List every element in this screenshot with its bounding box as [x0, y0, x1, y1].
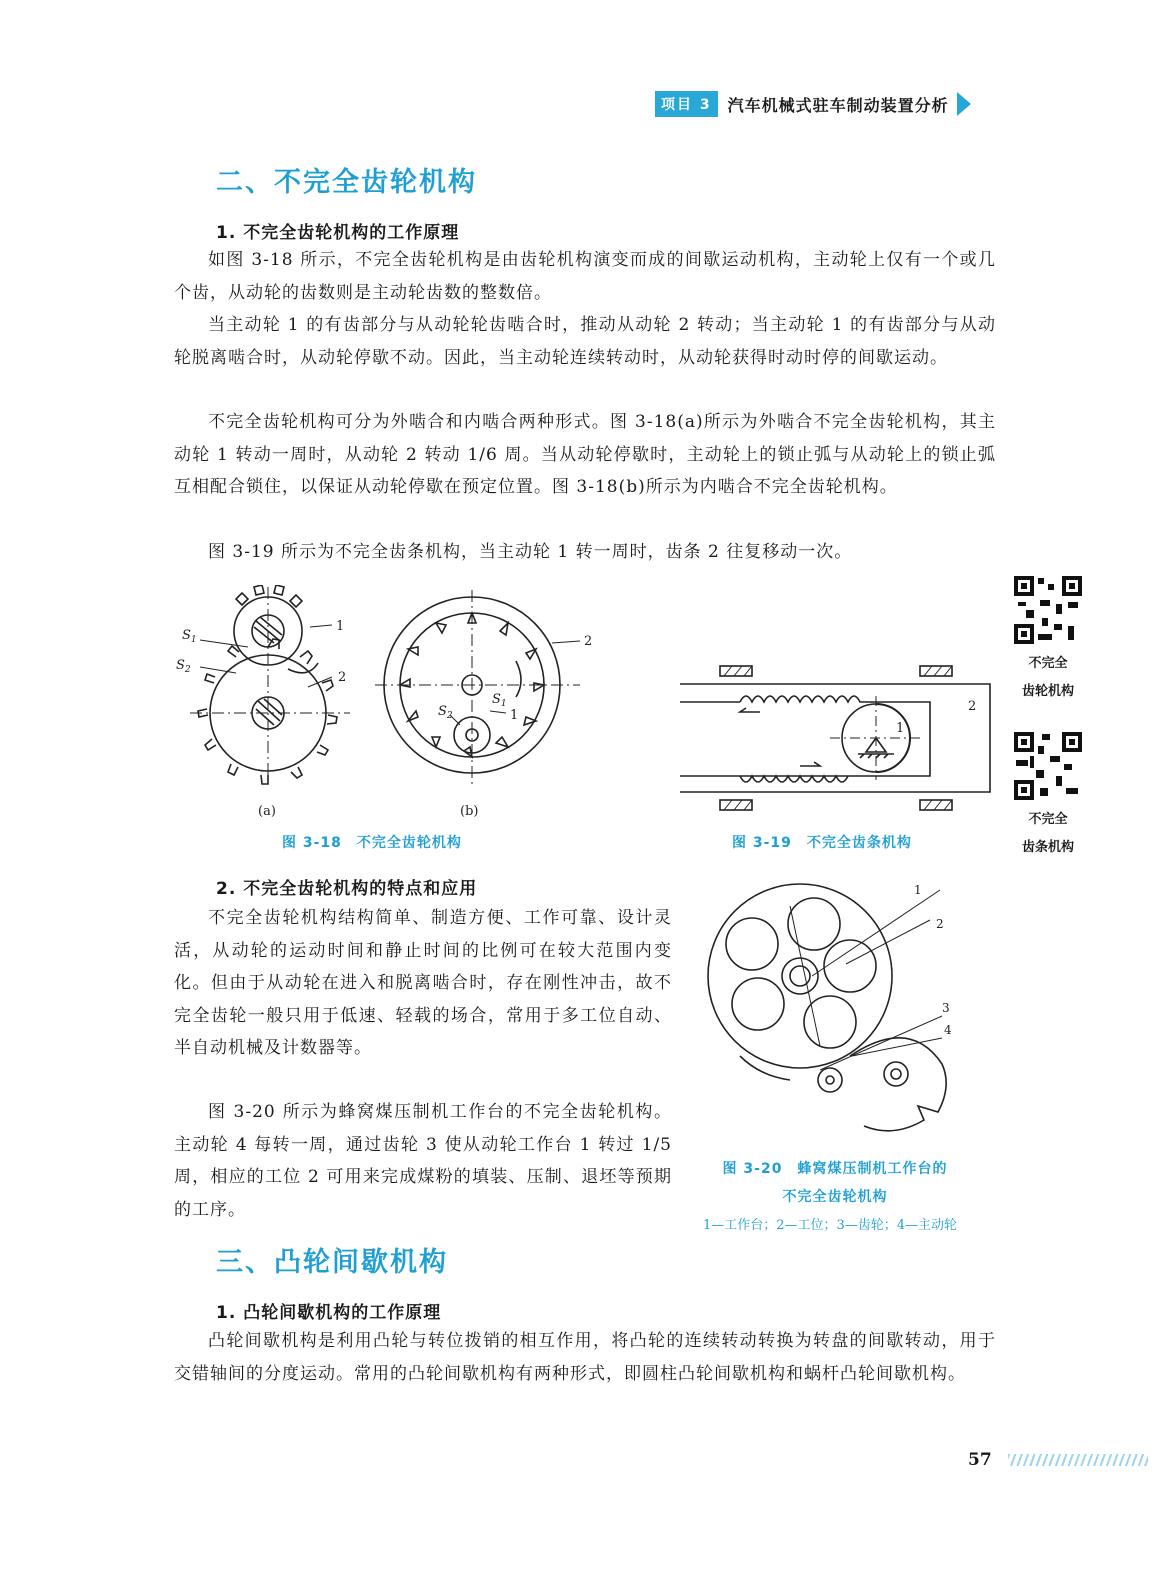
fig318b-label-2: 2 — [584, 634, 593, 649]
fig320-driver-shaft — [884, 1062, 908, 1086]
fig318a-sublabel: (a) — [258, 804, 276, 819]
fig320-small-hub — [826, 1076, 834, 1084]
fig320-stations — [726, 898, 876, 1048]
fig320-legend: 1—工作台；2—工位；3—齿轮；4—主动轮 — [702, 1218, 958, 1233]
fig318b-label-1: 1 — [510, 708, 519, 723]
section2-p4: 图 3-19 所示为不完全齿条机构，当主动轮 1 转一周时，齿条 2 往复移动一次。 — [208, 542, 853, 562]
project-tag: 项目 3 — [655, 91, 718, 117]
header-arrow-icon — [957, 92, 971, 116]
qr-caption-rack-line1: 不完全 — [1028, 812, 1068, 827]
qr-caption-gear-line1: 不完全 — [1028, 656, 1068, 671]
fig318a-driven-hatch — [256, 699, 282, 725]
section2-sub2-p1: 不完全齿轮机构结构简单、制造方便、工作可靠、设计灵活，从动轮的运动时间和静止时间的比例可在较大范围内变化。但由于从动轮在进入和脱离啮合时，存在刚性冲击，故不完全齿轮一般只用于低速、轻载的场合，常用于多工位自动、半自动机械及计数器等。 — [174, 908, 672, 1058]
fig318b-sublabel: (b) — [460, 804, 479, 819]
qr-caption-rack-line2: 齿条机构 — [1021, 840, 1074, 855]
fig319-centerlines — [830, 696, 920, 780]
fig318a-driver-teeth — [236, 585, 302, 607]
qr-caption-gear — [1008, 650, 1088, 706]
fig318b-centerlines — [375, 590, 580, 785]
qr-code-gear[interactable] — [1012, 574, 1084, 646]
qr-caption-rack — [1008, 806, 1088, 862]
fig318a-label-s2: $S_2$ — [176, 658, 191, 675]
fig320-small-gear — [818, 1068, 842, 1092]
page-number: 57 — [968, 1450, 992, 1470]
qr-caption-gear-line2: 齿轮机构 — [1021, 684, 1074, 699]
section3-p1: 凸轮间歇机构是利用凸轮与转位拨销的相互作用，将凸轮的连续转动转换为转盘的间歇转动，用于交错轴间的分度运动。常用的凸轮间歇机构有两种形式，即圆柱凸轮间歇机构和蜗杆凸轮间歇机构。 — [174, 1331, 996, 1384]
section2-p3: 不完全齿轮机构可分为外啮合和内啮合两种形式。图 3-18(a)所示为外啮合不完全齿轮机构，其主动轮 1 转动一周时，从动轮 2 转动 1/6 周。当从动轮停歇时，主动轮上的锁止弧与从动轮上的锁止弧互相配合锁住，以保证从动轮停歇在预定位置。图 3-18(b)所示为内啮合不完全齿轮机构。 — [174, 412, 996, 497]
fig318a-label-s1: $S_1$ — [182, 628, 197, 645]
fig320-caption-line2: 不完全齿轮机构 — [782, 1189, 888, 1205]
fig318a-arrow — [288, 663, 318, 673]
fig319-caption: 图 3-19 不完全齿条机构 — [732, 835, 912, 851]
fig319-label-2: 2 — [968, 699, 977, 714]
fig320-label-2: 2 — [936, 917, 944, 931]
fig320-arrow — [740, 1056, 790, 1080]
fig320-worktable — [708, 884, 892, 1068]
fig320-label-4: 4 — [944, 1023, 952, 1037]
qr-code-rack[interactable] — [1012, 730, 1084, 802]
section2-heading: 二、不完全齿轮机构 — [216, 167, 477, 198]
section2-p1: 如图 3-18 所示，不完全齿轮机构是由齿轮机构演变而成的间歇运动机构，主动轮上仅有一个或几个齿，从动轮的齿数则是主动轮齿数的整数倍。 — [174, 250, 996, 303]
fig320-driver-hub — [891, 1069, 901, 1079]
section3-heading: 三、凸轮间歇机构 — [216, 1247, 448, 1278]
fig320-label-1: 1 — [914, 883, 922, 897]
section3-sub1-title: 1. 凸轮间歇机构的工作原理 — [216, 1303, 442, 1323]
fig318b-label-s1: $S_1$ — [492, 692, 507, 709]
fig318a-label-2: 2 — [338, 670, 347, 685]
section2-sub1-title: 1. 不完全齿轮机构的工作原理 — [216, 223, 460, 243]
figure-3-19 — [680, 660, 992, 820]
figure-3-18 — [160, 585, 620, 825]
section2-p2: 当主动轮 1 的有齿部分与从动轮轮齿啮合时，推动从动轮 2 转动；当主动轮 1 的有齿部分与从动轮脱离啮合时，从动轮停歇不动。因此，当主动轮连续转动时，从动轮获得时动时停的间歇运动。 — [174, 315, 996, 368]
header-title: 汽车机械式驻车制动装置分析 — [727, 95, 949, 115]
section2-sub2-p2: 图 3-20 所示为蜂窝煤压制机工作台的不完全齿轮机构。主动轮 4 每转一周，通过齿轮 3 使从动轮工作台 1 转过 1/5 周，相应的工位 2 可用来完成煤粉的填装、压制、退坯等预期的工序。 — [174, 1102, 672, 1220]
fig318a-label-1: 1 — [336, 619, 345, 634]
running-header — [655, 90, 971, 118]
footer-stripes — [1008, 1454, 1148, 1466]
fig318b-arrow — [516, 661, 521, 697]
fig320-leaders-bottom — [820, 1016, 942, 1070]
fig320-label-3: 3 — [942, 1001, 950, 1015]
section2-sub2-title: 2. 不完全齿轮机构的特点和应用 — [216, 879, 478, 899]
fig318-caption: 图 3-18 不完全齿轮机构 — [282, 835, 462, 851]
fig318b-label-s2: $S_2$ — [438, 704, 453, 721]
fig319-label-1: 1 — [896, 721, 905, 736]
fig320-driver-gear — [850, 1038, 946, 1131]
figure-3-20 — [700, 880, 970, 1150]
fig320-leaders-top — [790, 890, 940, 1046]
fig320-caption-line1: 图 3-20 蜂窝煤压制机工作台的 — [722, 1161, 948, 1177]
fig319-arrows — [740, 708, 820, 766]
